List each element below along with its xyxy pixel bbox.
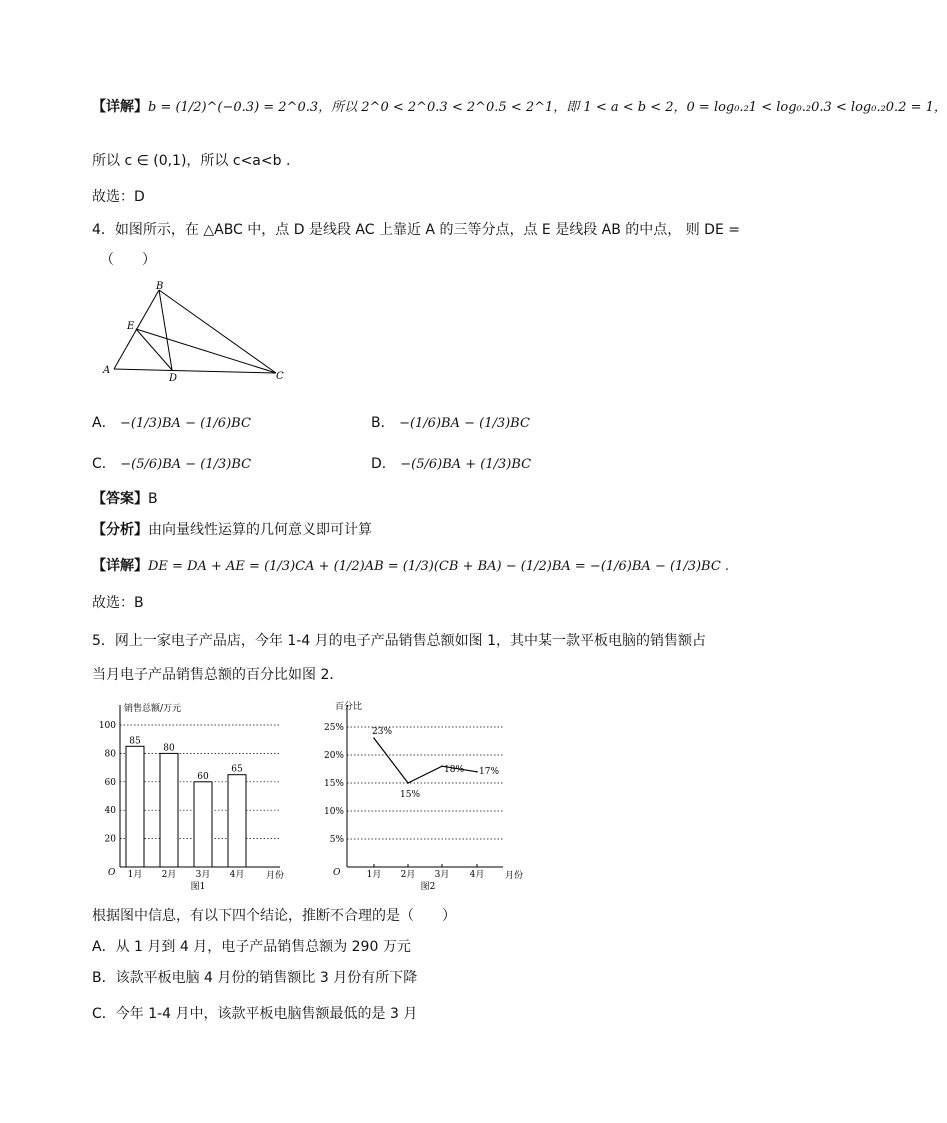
q4-analysis-label: 【分析】 <box>92 522 148 538</box>
line-chart-ytick: 10% <box>323 807 344 817</box>
q4-option-d <box>371 453 531 473</box>
q5-stem-line2: 当月电子产品销售总额的百分比如图 2． <box>92 667 344 683</box>
label-A: A <box>103 365 111 376</box>
line-chart-ylabel: 百分比 <box>335 702 363 712</box>
bar-chart-xtick: 1月 <box>127 870 143 880</box>
line-chart-xtick: 4月 <box>469 870 485 880</box>
q5-option-b: B．该款平板电脑 4 月份的销售额比 3 月份有所下降 <box>92 970 418 986</box>
bar-value-label: 60 <box>197 771 209 782</box>
q3-answer-line: 故选：D <box>92 189 145 205</box>
bar-chart-ytick: 40 <box>104 806 116 817</box>
bar-chart-ytick: 100 <box>98 721 116 731</box>
bar-chart-ylabel: 销售总额/万元 <box>124 704 182 714</box>
segment-EC <box>136 329 276 373</box>
line-point-3 <box>441 765 443 767</box>
bar-chart-ytick: 20 <box>104 834 116 845</box>
bar-chart-xlabel: 月份 <box>266 871 285 881</box>
q4-answer-line: 故选：B <box>92 595 144 611</box>
line-chart-xlabel: 月份 <box>505 871 524 881</box>
q5-stem-line1: 5．网上一家电子产品店，今年 1-4 月的电子产品销售总额如图 1，其中某一款平板电脑的销售额占 <box>92 633 707 649</box>
line-chart-title: 图2 <box>420 882 436 892</box>
q4-option-b-expr: −(1/6)BA − (1/3)BC <box>399 416 530 431</box>
label-B: B <box>156 281 164 292</box>
bar-chart-ytick: 80 <box>104 749 116 760</box>
label-E: E <box>127 321 135 332</box>
q4-option-a-letter: A． <box>92 415 116 431</box>
q4-analysis <box>92 519 372 539</box>
label-D: D <box>169 373 178 384</box>
line-value-label: 15% <box>400 790 421 800</box>
q4-option-d-letter: D． <box>371 456 396 472</box>
percent-series-line <box>374 738 477 783</box>
bar-1 <box>126 746 144 867</box>
q3-detail <box>92 96 947 116</box>
bar-value-label: 80 <box>163 743 175 754</box>
q4-detail <box>92 555 729 575</box>
q3-detail-math: b = (1/2)^(−0.3) = 2^0.3，所以 2^0 < 2^0.3 < 2^0.5 < 2^1，即 1 < a < b < 2，0 = log₀.₂1 < log₀.₂0.3 < log₀.₂0.2 = 1， <box>148 100 947 115</box>
line-value-label: 17% <box>479 766 500 777</box>
q4-answer-label: 【答案】 <box>92 491 148 507</box>
line-chart-xtick: 1月 <box>366 870 382 880</box>
q4-detail-label: 【详解】 <box>92 558 148 574</box>
q3-detail-label: 【详解】 <box>92 99 148 115</box>
q4-analysis-text: 由向量线性运算的几何意义即可计算 <box>148 522 372 538</box>
q4-option-c-expr: −(5/6)BA − (1/3)BC <box>120 457 252 472</box>
bar-3 <box>194 782 212 867</box>
bar-value-label: 65 <box>231 764 243 775</box>
bar-2 <box>160 753 178 867</box>
q4-option-b <box>371 412 530 432</box>
q5-option-c: C．今年 1-4 月中，该款平板电脑售额最低的是 3 月 <box>92 1006 418 1022</box>
triangle-figure <box>100 282 300 382</box>
label-C: C <box>276 371 284 382</box>
q5-option-a: A．从 1 月到 4 月，电子产品销售总额为 290 万元 <box>92 939 411 955</box>
q4-stem: 4．如图所示，在 △ABC 中，点 D 是线段 AC 上靠近 A 的三等分点，点 E 是线段 AB 的中点， 则 DE = <box>92 222 740 238</box>
line-chart-xtick: 2月 <box>400 870 416 880</box>
bar-chart-xtick: 4月 <box>229 870 245 880</box>
q4-answer-value: B <box>148 491 158 507</box>
line-point-4 <box>476 771 478 773</box>
q5-question: 根据图中信息，有以下四个结论，推断不合理的是（ ） <box>92 908 456 924</box>
bar-chart-origin: O <box>108 868 116 878</box>
sales-bar-chart <box>100 697 300 892</box>
line-chart-ytick: 25% <box>323 723 344 733</box>
line-chart-ytick: 5% <box>329 835 344 845</box>
q4-detail-math: DE = DA + AE = (1/3)CA + (1/2)AB = (1/3)(CB + BA) − (1/2)BA = −(1/6)BA − (1/3)BC . <box>148 559 730 574</box>
q3-line2: 所以 c ∈ (0,1)，所以 c<a<b . <box>92 153 291 169</box>
bar-4 <box>228 775 246 867</box>
bar-chart-xtick: 3月 <box>195 870 211 880</box>
q4-option-b-letter: B． <box>371 415 395 431</box>
q4-option-d-expr: −(5/6)BA + (1/3)BC <box>400 457 532 472</box>
q4-option-a <box>92 412 251 432</box>
line-point-1 <box>373 737 375 739</box>
q4-option-c-letter: C． <box>92 456 116 472</box>
bar-value-label: 85 <box>129 736 141 747</box>
bar-chart-ytick: 60 <box>104 777 116 788</box>
line-value-label: 18% <box>444 765 465 776</box>
line-chart-ytick: 15% <box>323 779 344 789</box>
line-chart-origin: O <box>333 868 341 878</box>
line-chart-ytick: 20% <box>323 751 344 761</box>
q4-option-a-expr: −(1/3)BA − (1/6)BC <box>120 416 251 431</box>
percent-line-chart <box>325 697 525 892</box>
q4-option-c <box>92 453 251 473</box>
line-chart-xtick: 3月 <box>434 870 450 880</box>
q4-paren: （ ） <box>100 252 156 268</box>
q4-answer <box>92 488 158 508</box>
bar-chart-title: 图1 <box>190 882 206 892</box>
line-point-2 <box>407 782 409 784</box>
segment-AC <box>114 369 276 373</box>
segment-BC <box>159 290 276 373</box>
bar-chart-xtick: 2月 <box>161 870 177 880</box>
line-value-label: 23% <box>372 727 393 738</box>
